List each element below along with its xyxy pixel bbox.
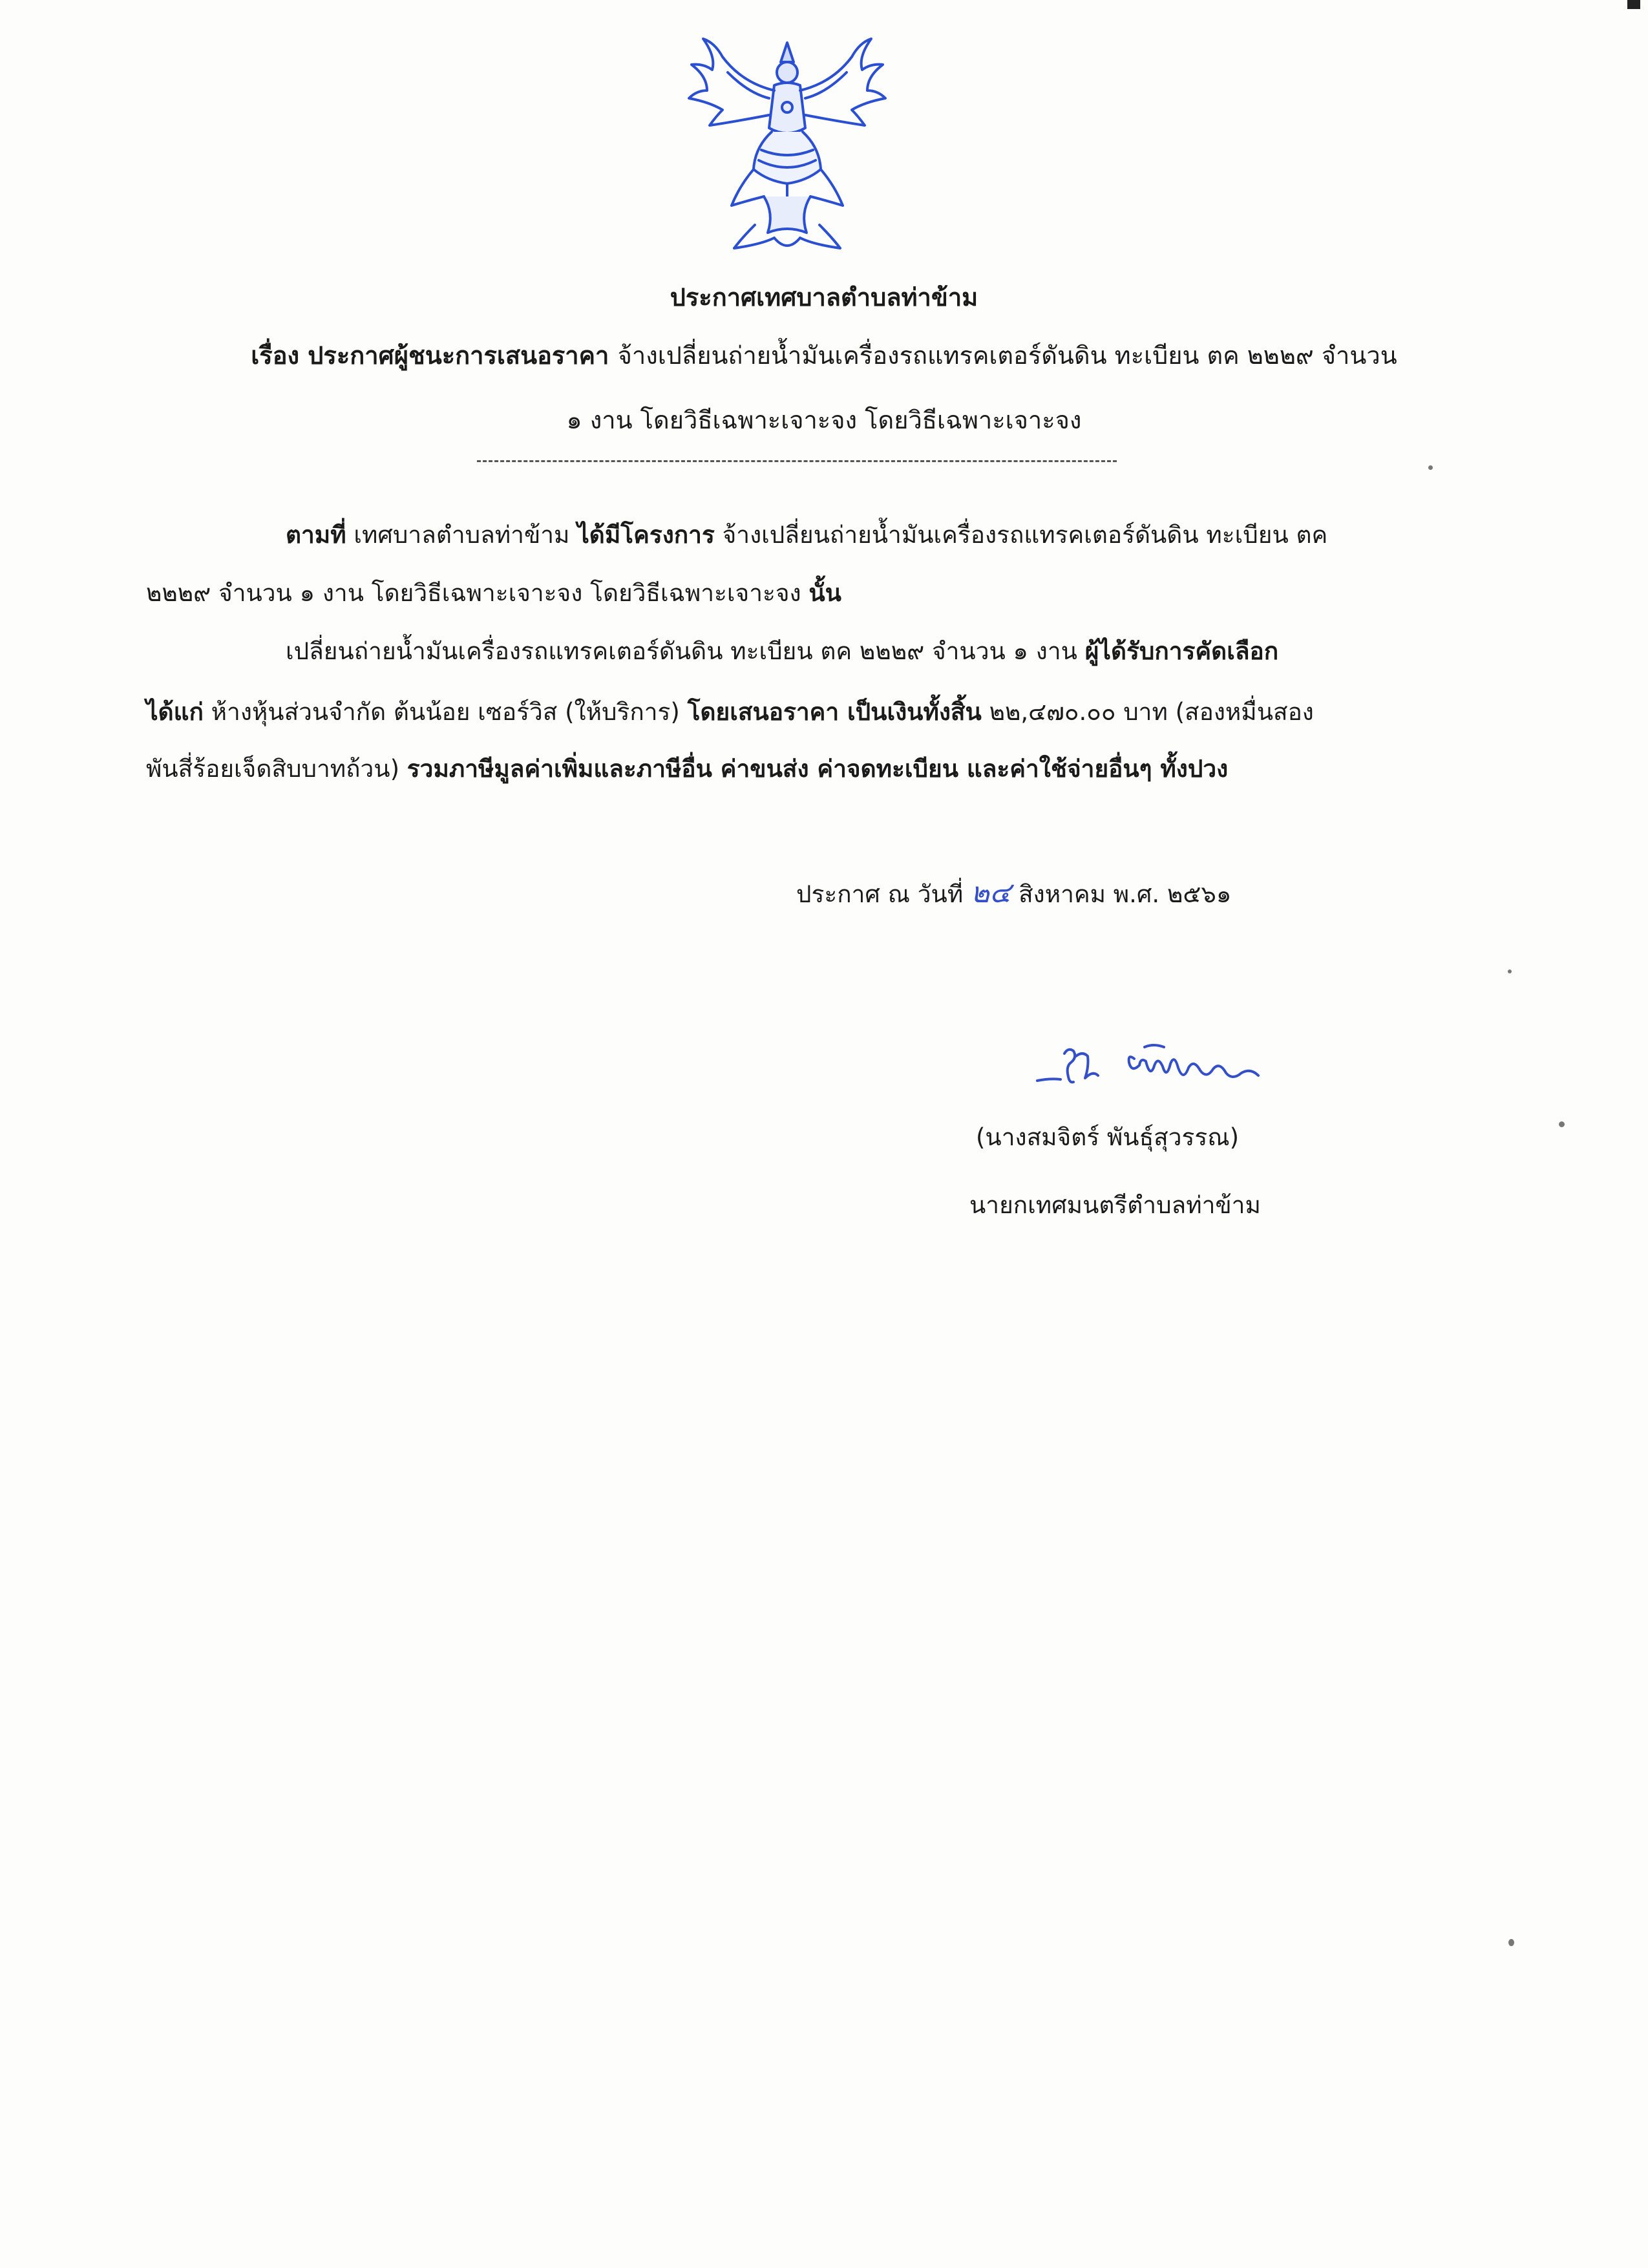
text-bold: โดยเสนอราคา เป็นเงินทั้งสิ้น: [687, 698, 982, 726]
scan-speck: [1508, 970, 1512, 973]
scan-speck: [1428, 465, 1433, 470]
scan-edge-mark: [1627, 0, 1640, 9]
subject-line-1: [0, 336, 1648, 375]
date-prefix: ประกาศ ณ วันที่: [796, 880, 964, 908]
text-normal: เทศบาลตำบลท่าข้าม: [354, 521, 570, 549]
text-bold: ได้มีโครงการ: [577, 521, 715, 549]
date-day-handwritten: ๒๔: [970, 876, 1011, 909]
announcement-date: [796, 874, 1231, 914]
text-normal: เปลี่ยนถ่ายน้ำมันเครื่องรถแทรคเตอร์ดันดิน ทะเบียน ตค ๒๒๒๙ จำนวน ๑ งาน: [286, 637, 1077, 665]
paragraph-2-line-1: [286, 632, 1278, 671]
text-normal: พันสี่ร้อยเจ็ดสิบบาทถ้วน): [146, 755, 400, 783]
subject-label: เรื่อง ประกาศผู้ชนะการเสนอราคา: [251, 341, 609, 370]
scan-speck: [1559, 1121, 1565, 1127]
handwritten-signature: [1031, 1028, 1263, 1105]
signatory-name: (นางสมจิตร์ พันธุ์สุวรรณ): [976, 1123, 1240, 1151]
text-normal: ๒๒,๔๗๐.๐๐ บาท (สองหมื่นสอง: [989, 698, 1314, 726]
paragraph-2-line-3: [146, 750, 1228, 789]
document-title: ประกาศเทศบาลตำบลท่าข้าม: [670, 283, 978, 312]
text-bold: ตามที่: [286, 521, 346, 549]
text-normal: ๒๒๒๙ จำนวน ๑ งาน โดยวิธีเฉพาะเจาะจง โดยวิธีเฉพาะเจาะจง: [146, 579, 801, 607]
signatory-position: นายกเทศมนตรีตำบลท่าข้าม: [969, 1191, 1261, 1219]
text-bold: รวมภาษีมูลค่าเพิ่มและภาษีอื่น ค่าขนส่ง ค่าจดทะเบียน และค่าใช้จ่ายอื่นๆ ทั้งปวง: [407, 755, 1229, 783]
text-bold: ผู้ได้รับการคัดเลือก: [1084, 637, 1279, 665]
date-suffix: สิงหาคม พ.ศ. ๒๕๖๑: [1019, 880, 1232, 908]
paragraph-2-line-2: [146, 693, 1314, 732]
text-normal: ห้างหุ้นส่วนจำกัด ต้นน้อย เซอร์วิส (ให้บริการ): [211, 698, 680, 726]
garuda-emblem-icon: [677, 31, 897, 260]
text-bold: ได้แก่: [146, 698, 204, 726]
subject-text: จ้างเปลี่ยนถ่ายน้ำมันเครื่องรถแทรคเตอร์ดันดิน ทะเบียน ตค ๒๒๒๙ จำนวน: [617, 341, 1397, 370]
paragraph-1-line-2: [146, 574, 841, 613]
subject-line-2: ๑ งาน โดยวิธีเฉพาะเจาะจง โดยวิธีเฉพาะเจาะจง: [566, 406, 1082, 434]
text-normal: จ้างเปลี่ยนถ่ายน้ำมันเครื่องรถแทรคเตอร์ดันดิน ทะเบียน ตค: [722, 521, 1328, 549]
paragraph-1-line-1: [286, 516, 1327, 555]
scan-speck: [1508, 1939, 1514, 1946]
dashed-divider: [477, 460, 1117, 462]
text-bold: นั้น: [808, 579, 841, 607]
